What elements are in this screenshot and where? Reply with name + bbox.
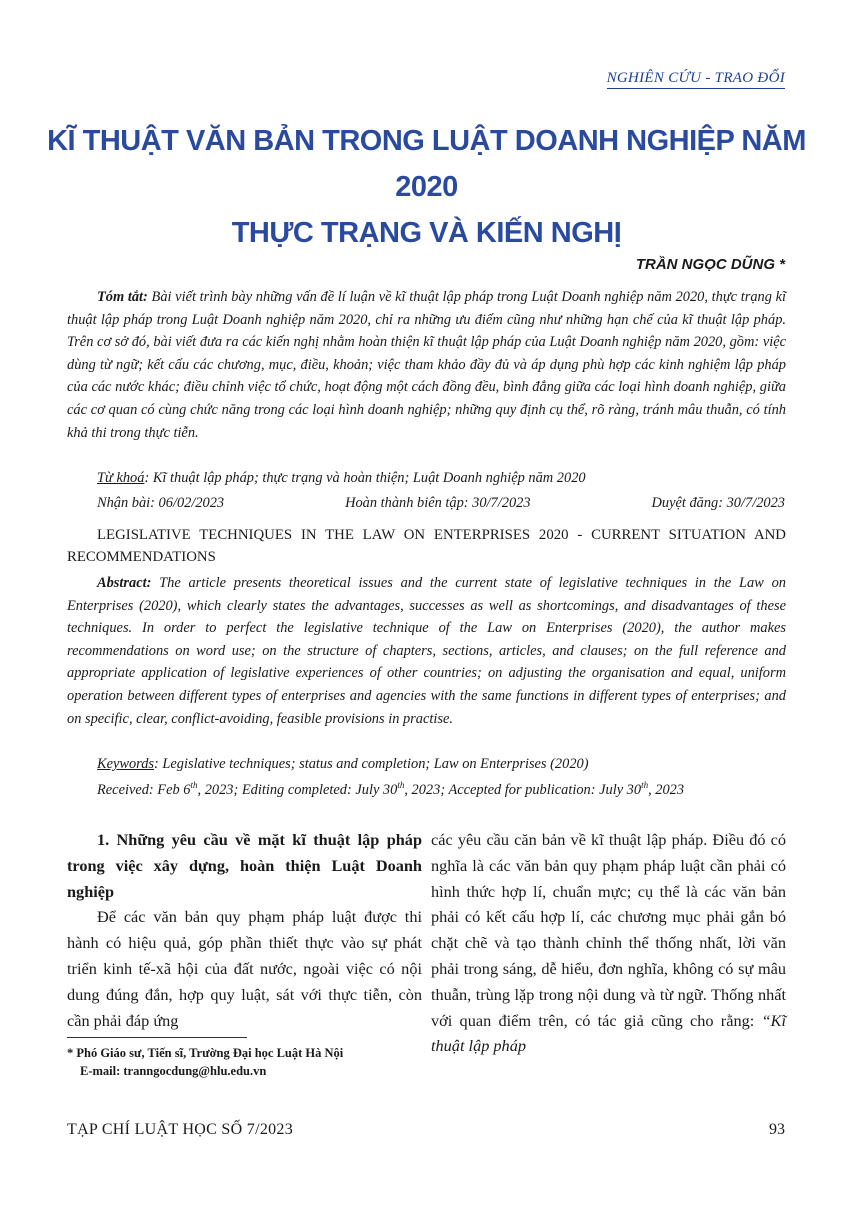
received-date: Nhận bài: 06/02/2023 — [97, 495, 225, 511]
received-en-sup: th — [190, 780, 198, 791]
journal-name: TẠP CHÍ LUẬT HỌC SỐ 7/2023 — [67, 1121, 294, 1138]
abstract-vietnamese — [67, 286, 786, 444]
body-paragraph-right-text: các yêu cầu căn bản về kĩ thuật lập pháp. Điều đó có nghĩa là các văn bản quy phạm pháp luật cần phải có hình thức hợp lí, chuẩn mực; cụ thể là các văn bản phải có kết cấu hợp lí, các chương mục phải gắn bó chặt chẽ và tạo thành chỉnh thể thống nhất, lời văn phải trong sáng, dễ hiểu, đơn nghĩa, không có sự mâu thuẫn, trùng lặp trong nội dung và từ ngữ. Thống nhất với quan điểm trên, có tác giả cũng cho rằng: — [431, 830, 786, 1030]
accepted-en-sup: th — [641, 780, 649, 791]
abstract-vi-label: Tóm tắt: — [97, 289, 148, 305]
article-title — [40, 118, 813, 256]
abstract-english — [67, 572, 786, 730]
editing-en-sup: th — [397, 780, 405, 791]
page-number: 93 — [769, 1121, 785, 1138]
abstract-vi-text: Bài viết trình bày những vấn đề lí luận về kĩ thuật lập pháp trong Luật Doanh nghiệp năm 2020, thực trạng kĩ thuật lập pháp trong Luật Doanh nghiệp năm 2020, chỉ ra những ưu điểm cũng như những hạn chế của kĩ thuật lập pháp. Trên cơ sở đó, bài viết đưa ra các kiến nghị nhằm hoàn thiện kĩ thuật lập pháp của Luật Doanh nghiệp năm 2020, gồm: việc dùng từ ngữ; kết cấu các chương, mục, điều, khoản; việc tham khảo đầy đủ và áp dụng phù hợp các kinh nghiệm lập pháp của các nước khác; điều chỉnh việc tổ chức, hoạt động một cách đồng đều, bình đẳng giữa các loại hình doanh nghiệp, giữa các cơ quan có cùng chức năng trong các loại hình doanh nghiệp; những quy định cụ thể, rõ ràng, tránh mâu thuẫn, có tính khả thi trong thực tiễn. — [67, 289, 786, 441]
body-column-right — [431, 827, 786, 1059]
section-heading: 1. Những yêu cầu về mặt kĩ thuật lập pháp trong việc xây dựng, hoàn thiện Luật Doanh nghiệp — [67, 830, 422, 901]
dates-english — [67, 779, 786, 802]
title-line-2: THỰC TRẠNG VÀ KIẾN NGHỊ — [231, 217, 622, 249]
title-line-1: KĨ THUẬT VĂN BẢN TRONG LUẬT DOANH NGHIỆP NĂM 2020 — [47, 125, 806, 203]
accepted-date: Duyệt đăng: 30/7/2023 — [651, 495, 785, 511]
section-tag: NGHIÊN CỨU - TRAO ĐỔI — [607, 70, 785, 89]
keywords-en-label: Keywords — [97, 756, 155, 772]
footnote-divider — [67, 1037, 247, 1038]
abstract-en-label: Abstract: — [97, 575, 152, 591]
dates-vietnamese — [97, 492, 785, 514]
body-column-left — [67, 827, 422, 1033]
body-paragraph-left: Để các văn bản quy phạm pháp luật được thi hành có hiệu quả, góp phần thiết thực vào sự phát triển kinh tế-xã hội của đất nước, ngoài việc có nội dung đúng đắn, hợp quy luật, sát với thực tiễn, còn cần phải đáp ứng — [67, 907, 422, 1030]
keywords-vi-text: : Kĩ thuật lập pháp; thực trạng và hoàn thiện; Luật Doanh nghiệp năm 2020 — [144, 470, 586, 486]
keywords-english — [67, 753, 786, 776]
footnote — [67, 1044, 422, 1080]
body-paragraph-right — [431, 827, 786, 1059]
editing-date: Hoàn thành biên tập: 30/7/2023 — [345, 495, 531, 511]
footnote-email: E-mail: tranngocdung@hlu.edu.vn — [80, 1064, 267, 1078]
dates-en-tail: , 2023 — [648, 782, 685, 798]
abstract-en-text: The article presents theoretical issues and the current state of legislative techniques in the Law on Enterprises (2020), which clearly states the advantages, successes as well as shortcomings, and disadvantages of these techniques. In order to perfect the legislative technique of the Law on Enterprises (2020), the author makes recommendations on word use; on the structure of chapters, sections, articles, and clauses; on the full reference and appropriate application of legislative experiences of other countries; on adjusting the organisation and equal, uniform operation between different types of enterprises and agencies with the same functions in different types of enterprises; and on specific, clear, conflict-avoiding, feasible provisions in practise. — [67, 575, 786, 727]
footnote-affiliation: * Phó Giáo sư, Tiến sĩ, Trường Đại học Luật Hà Nội — [67, 1046, 344, 1060]
author-name: TRẦN NGỌC DŨNG * — [635, 256, 785, 273]
accepted-en: , 2023; Accepted for publication: July 30 — [404, 782, 642, 798]
editing-en: , 2023; Editing completed: July 30 — [197, 782, 398, 798]
english-title: LEGISLATIVE TECHNIQUES IN THE LAW ON ENTERPRISES 2020 - CURRENT SITUATION AND RECOMMENDATIONS — [67, 527, 786, 565]
received-en: Received: Feb 6 — [97, 782, 191, 798]
keywords-vi-label: Từ khoá — [97, 470, 145, 486]
body-quote: “Kĩ thuật lập pháp — [431, 1010, 786, 1056]
keywords-vietnamese — [67, 467, 786, 490]
keywords-en-text: : Legislative techniques; status and completion; Law on Enterprises (2020) — [154, 756, 589, 772]
